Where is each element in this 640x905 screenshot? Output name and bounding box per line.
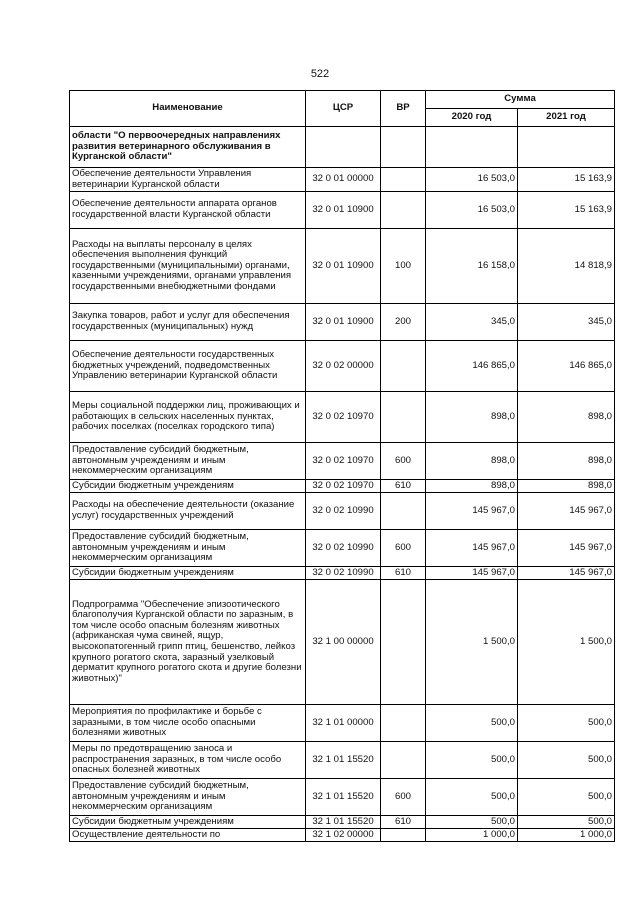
row-name-cell: Обеспечение деятельности аппарата органов государственной власти Курганской области [70,192,306,229]
row-2021-cell: 15 163,9 [518,192,615,229]
table-row [70,168,615,192]
row-vr-cell [381,493,426,530]
table-row [70,493,615,530]
table-row [70,443,615,480]
row-2021-cell: 500,0 [518,816,615,829]
row-vr-cell [381,742,426,779]
row-vr-cell [381,192,426,229]
table-row [70,580,615,705]
row-csr-cell: 32 0 02 10990 [306,493,381,530]
table-row [70,742,615,779]
row-vr-cell [381,168,426,192]
row-2021-cell: 345,0 [518,304,615,341]
row-2020-cell: 500,0 [426,705,518,742]
row-csr-cell: 32 0 02 10970 [306,392,381,443]
row-name-cell: Меры по предотвращению заноса и распространения заразных, в том числе особо опасных болезней животных [70,742,306,779]
header-year-2020: 2020 год [426,109,518,127]
row-name-cell: Предоставление субсидий бюджетным, автономным учреждениям и иным некоммерческим организациям [70,530,306,567]
row-csr-cell: 32 0 02 10990 [306,530,381,567]
row-2020-cell: 345,0 [426,304,518,341]
row-vr-cell: 610 [381,816,426,829]
row-name-cell: Обеспечение деятельности государственных бюджетных учреждений, подведомственных Управлению ветеринарии Курганской области [70,341,306,392]
page-number: 522 [310,68,330,80]
row-csr-cell: 32 0 02 00000 [306,341,381,392]
row-name-cell: Субсидии бюджетным учреждениям [70,480,306,493]
row-name-cell: Закупка товаров, работ и услуг для обеспечения государственных (муниципальных) нужд [70,304,306,341]
row-csr-cell: 32 0 01 00000 [306,168,381,192]
row-2020-cell: 898,0 [426,392,518,443]
row-name-cell: области "О первоочередных направлениях развития ветеринарного обслуживания в Курганской области" [70,127,306,168]
header-name: Наименование [70,91,306,127]
row-vr-cell: 600 [381,443,426,480]
row-csr-cell: 32 1 01 00000 [306,705,381,742]
table-row [70,829,615,842]
row-vr-cell [381,341,426,392]
row-name-cell: Обеспечение деятельности Управления ветеринарии Курганской области [70,168,306,192]
row-csr-cell: 32 1 01 15520 [306,816,381,829]
table-row [70,816,615,829]
row-vr-cell [381,829,426,842]
row-csr-cell: 32 0 01 10900 [306,304,381,341]
row-csr-cell: 32 0 02 10970 [306,480,381,493]
table-header [70,91,615,127]
row-2020-cell: 500,0 [426,779,518,816]
row-vr-cell [381,392,426,443]
row-2021-cell: 500,0 [518,779,615,816]
row-vr-cell: 200 [381,304,426,341]
row-2020-cell: 16 503,0 [426,192,518,229]
row-name-cell: Осуществление деятельности по [70,829,306,842]
row-2021-cell: 1 500,0 [518,580,615,705]
row-name-cell: Подпрограмма "Обеспечение эпизоотического благополучия Курганской области по заразным, в том числе особо опасным болезням животных (африканская чума свиней, ящур, высокопатогенный грипп птиц, бешенство, лейкоз крупного рогатого скота, заразный узелковый дерматит крупного рогатого скота и другие болезни животных)" [70,580,306,705]
row-2020-cell: 16 158,0 [426,229,518,304]
row-2021-cell: 898,0 [518,392,615,443]
row-2021-cell: 145 967,0 [518,530,615,567]
row-2020-cell: 145 967,0 [426,530,518,567]
row-2020-cell: 146 865,0 [426,341,518,392]
row-2021-cell: 14 818,9 [518,229,615,304]
row-vr-cell: 610 [381,567,426,580]
row-2020-cell: 898,0 [426,480,518,493]
row-name-cell: Меры социальной поддержки лиц, проживающих и работающих в сельских населенных пунктах, рабочих поселках (поселках городского типа) [70,392,306,443]
row-name-cell: Расходы на обеспечение деятельности (оказание услуг) государственных учреждений [70,493,306,530]
row-vr-cell: 610 [381,480,426,493]
table-row [70,705,615,742]
header-year-2021: 2021 год [518,109,615,127]
row-2021-cell: 145 967,0 [518,493,615,530]
row-vr-cell: 600 [381,530,426,567]
row-2020-cell: 145 967,0 [426,493,518,530]
row-name-cell: Предоставление субсидий бюджетным, автономным учреждениям и иным некоммерческим организациям [70,443,306,480]
row-csr-cell: 32 0 02 10970 [306,443,381,480]
row-2021-cell: 500,0 [518,705,615,742]
row-2021-cell: 500,0 [518,742,615,779]
header-csr: ЦСР [306,91,381,127]
row-2020-cell: 500,0 [426,742,518,779]
row-2020-cell: 500,0 [426,816,518,829]
row-2021-cell: 15 163,9 [518,168,615,192]
row-2020-cell [426,127,518,168]
table-row [70,392,615,443]
budget-table [69,90,615,842]
row-2021-cell: 145 967,0 [518,567,615,580]
row-2020-cell: 898,0 [426,443,518,480]
row-csr-cell: 32 1 00 00000 [306,580,381,705]
table-row [70,304,615,341]
row-csr-cell: 32 1 02 00000 [306,829,381,842]
row-csr-cell [306,127,381,168]
header-vr: ВР [381,91,426,127]
row-csr-cell: 32 0 02 10990 [306,567,381,580]
table-body [70,127,615,842]
row-vr-cell [381,580,426,705]
row-name-cell: Субсидии бюджетным учреждениям [70,816,306,829]
header-sum: Сумма [426,91,615,109]
row-2021-cell [518,127,615,168]
table-row [70,341,615,392]
table-row [70,127,615,168]
row-vr-cell [381,127,426,168]
table-row [70,192,615,229]
row-2020-cell: 145 967,0 [426,567,518,580]
table-row [70,567,615,580]
row-name-cell: Предоставление субсидий бюджетным, автономным учреждениям и иным некоммерческим организациям [70,779,306,816]
table-row [70,229,615,304]
row-2020-cell: 16 503,0 [426,168,518,192]
row-name-cell: Мероприятия по профилактике и борьбе с заразными, в том числе особо опасными болезнями животных [70,705,306,742]
table-row [70,779,615,816]
row-2020-cell: 1 000,0 [426,829,518,842]
row-2021-cell: 898,0 [518,480,615,493]
table-row [70,530,615,567]
table-row [70,480,615,493]
row-csr-cell: 32 1 01 15520 [306,742,381,779]
row-vr-cell: 100 [381,229,426,304]
row-csr-cell: 32 0 01 10900 [306,192,381,229]
row-vr-cell [381,705,426,742]
row-csr-cell: 32 1 01 15520 [306,779,381,816]
row-csr-cell: 32 0 01 10900 [306,229,381,304]
row-2020-cell: 1 500,0 [426,580,518,705]
row-2021-cell: 1 000,0 [518,829,615,842]
row-2021-cell: 898,0 [518,443,615,480]
row-name-cell: Субсидии бюджетным учреждениям [70,567,306,580]
row-name-cell: Расходы на выплаты персоналу в целях обеспечения выполнения функций государственными (муниципальными) органами, казенными учреждениями, органами управления государственными внебюджетными фондами [70,229,306,304]
row-2021-cell: 146 865,0 [518,341,615,392]
row-vr-cell: 600 [381,779,426,816]
